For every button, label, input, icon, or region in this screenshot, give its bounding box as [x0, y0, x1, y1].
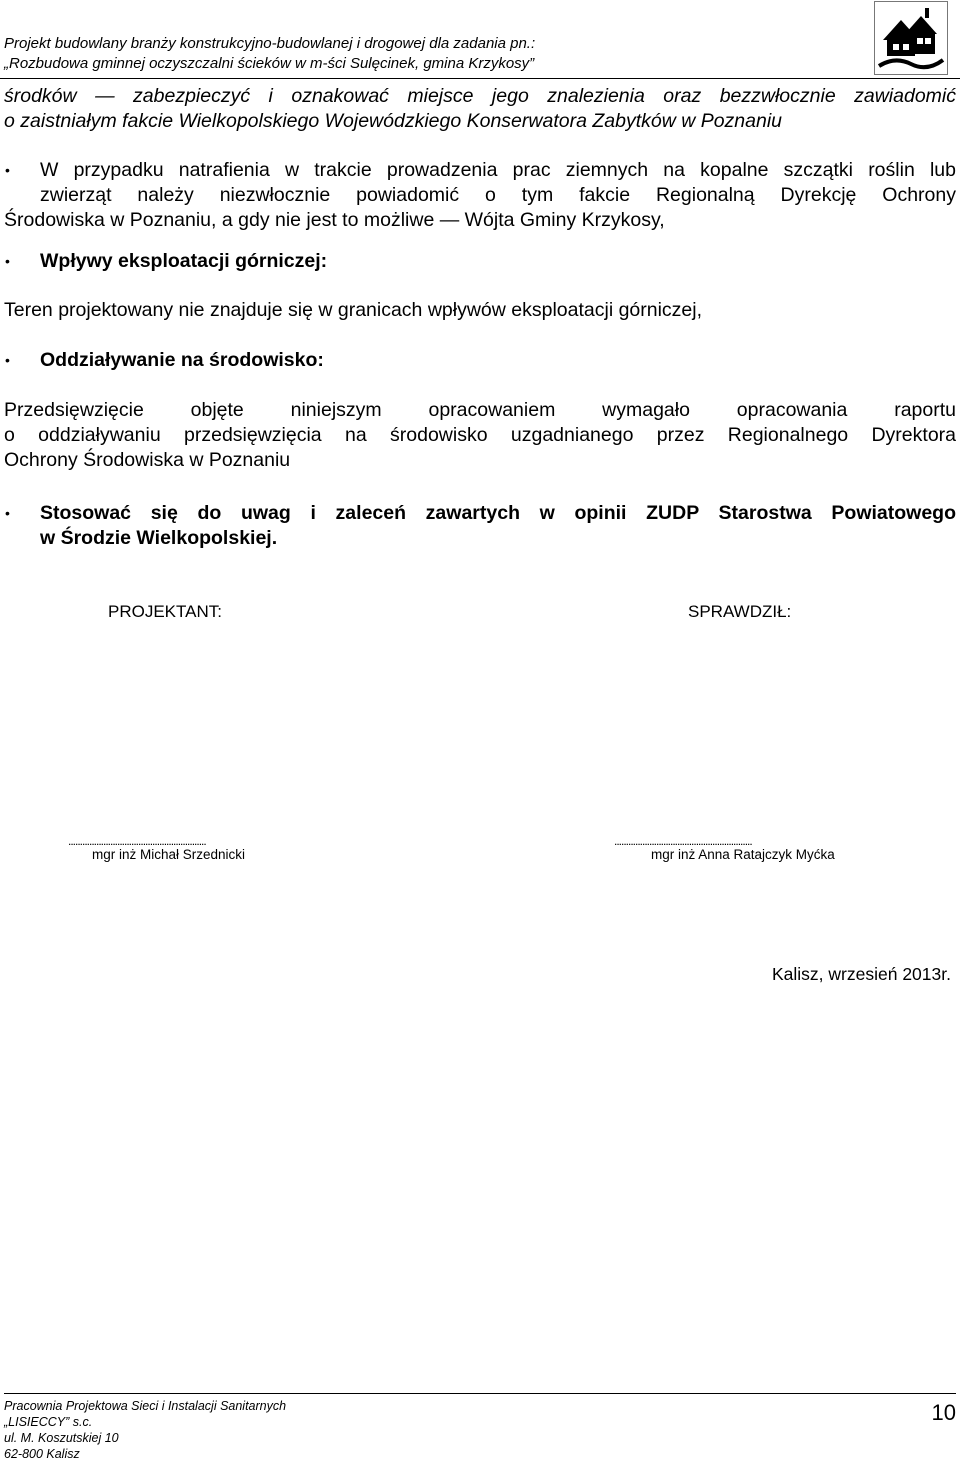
text-line: Ochrony Środowiska w Poznaniu: [4, 449, 291, 471]
text-line: środków — zabezpieczyć i oznakować miejsce jego znalezienia oraz bezzwłocznie zawiadomić: [4, 85, 956, 107]
page-header: [4, 34, 535, 74]
paragraph-continuation-end: [4, 109, 956, 134]
text-line: o zaistniałym fakcie Wielkopolskiego Wojewódzkiego Konserwatora Zabytków w Poznaniu: [4, 110, 783, 132]
footer-line-1: Pracownia Projektowa Sieci i Instalacji Sanitarnych: [4, 1399, 287, 1413]
bullet-icon: •: [5, 162, 10, 178]
bullet-paleontology-end: [4, 208, 956, 233]
text-line: zwierząt należy niezwłocznie powiadomić o tym fakcie Regionalną Dyrekcję Ochrony: [40, 184, 956, 206]
section-heading-environment: Oddziaływanie na środowisko:: [40, 349, 324, 371]
text-line: W przypadku natrafienia w trakcie prowadzenia prac ziemnych na kopalne szczątki roślin lub: [40, 159, 956, 181]
designer-label: PROJEKTANT:: [108, 602, 222, 621]
text-line: o oddziaływaniu przedsięwzięcia na środowisko uzgadnianego przez Regionalnego Dyrektora: [4, 424, 956, 446]
designer-name: mgr inż Michał Srzednicki: [92, 847, 246, 862]
header-line-2: „Rozbudowa gminnej oczyszczalni ścieków w m-ści Sulęcinek, gmina Krzykosy”: [4, 55, 535, 72]
footer-line-2: „LISIECCY” s.c.: [4, 1415, 93, 1429]
footer-line-4: 62-800 Kalisz: [4, 1447, 80, 1461]
bullet-icon: •: [5, 352, 10, 368]
footer-line-3: ul. M. Koszutskiej 10: [4, 1431, 119, 1445]
section-heading-mining: Wpływy eksploatacji górniczej:: [40, 250, 328, 272]
place-date: Kalisz, wrzesień 2013r.: [772, 964, 951, 984]
header-divider: [0, 78, 960, 79]
bullet-icon: •: [5, 253, 10, 269]
paragraph-mining: Teren projektowany nie znajduje się w granicach wpływów eksploatacji górniczej,: [4, 299, 703, 321]
text-line: Przedsięwzięcie objęte niniejszym opracowaniem wymagało opracowania raportu: [4, 399, 956, 421]
bullet-paleontology: [40, 158, 956, 208]
paragraph-continuation: [4, 84, 956, 109]
text-line: Środowiska w Poznaniu, a gdy nie jest to możliwe — Wójta Gminy Krzykosy,: [4, 209, 665, 231]
page-number: 10: [931, 1400, 956, 1425]
paragraph-environment: [4, 398, 956, 473]
page-footer: [4, 1398, 286, 1462]
header-line-1: Projekt budowlany branży konstrukcyjno-budowlanej i drogowej dla zadania pn.:: [4, 35, 536, 52]
bullet-instruction: [40, 501, 956, 551]
checker-label: SPRAWDZIŁ:: [688, 602, 792, 621]
house-logo-icon: [874, 1, 948, 75]
checker-signature-line: ...........................................................: [614, 834, 752, 848]
text-line: w Środzie Wielkopolskiej.: [40, 527, 278, 549]
checker-name: mgr inż Anna Ratajczyk Myćka: [651, 847, 835, 862]
footer-divider: [4, 1393, 956, 1394]
designer-signature-line: ...........................................................: [68, 834, 206, 848]
text-line: Stosować się do uwag i zaleceń zawartych w opinii ZUDP Starostwa Powiatowego: [40, 502, 956, 524]
bullet-icon: •: [5, 505, 10, 521]
